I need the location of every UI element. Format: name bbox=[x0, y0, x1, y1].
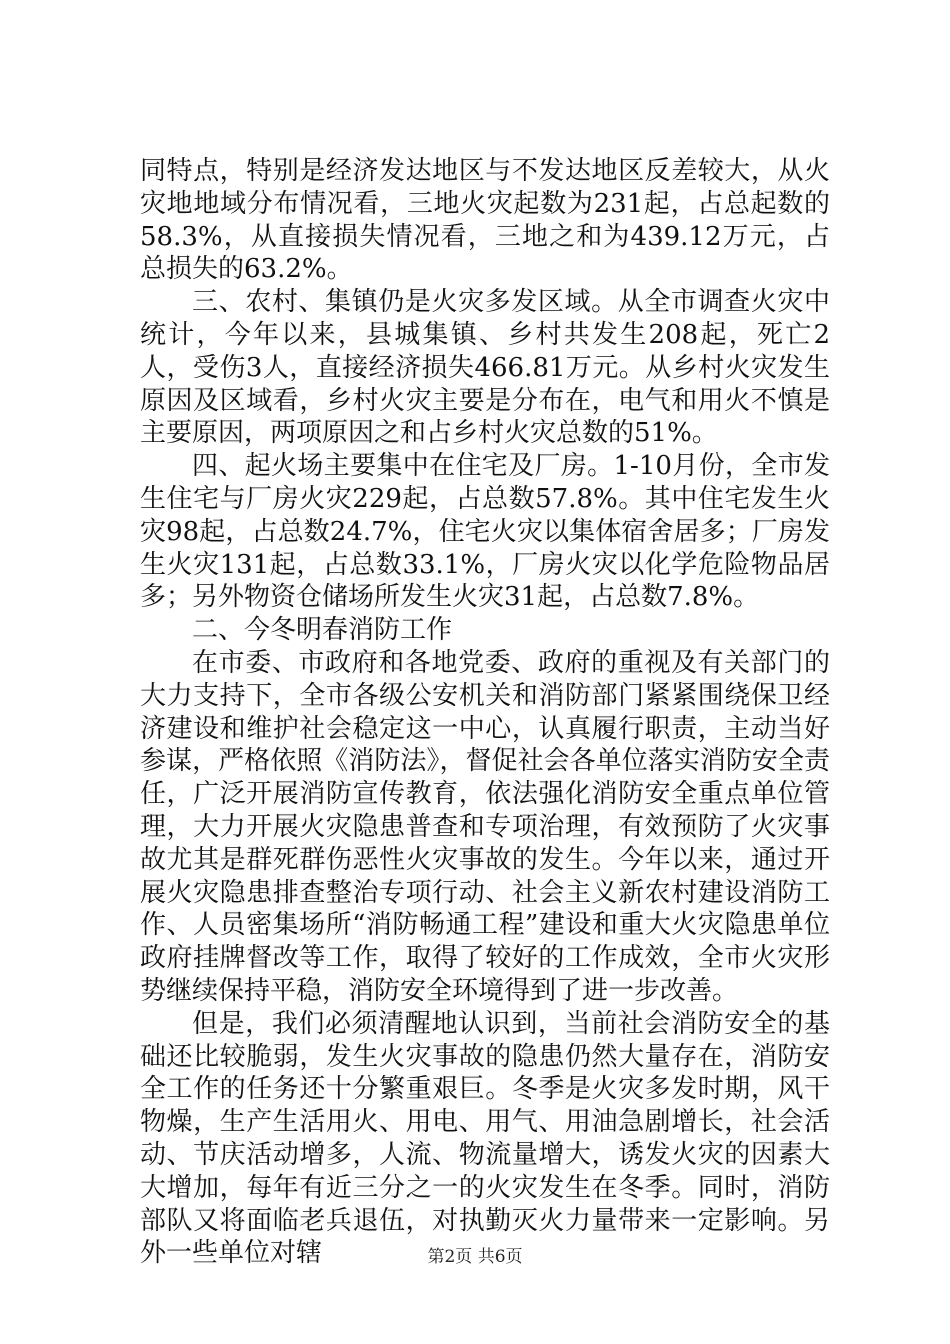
paragraph-1: 同特点，特别是经济发达地区与不发达地区反差较大，从火灾地地域分布情况看，三地火灾起数为231起，占总起数的58.3%，从直接损失情况看，三地之和为439.12万元，占总损失的63.2%。 bbox=[140, 156, 830, 285]
paragraph-2: 三、农村、集镇仍是火灾多发区域。从全市调查火灾中统计，今年以来，县城集镇、乡村共发生208起，死亡2人，受伤3人，直接经济损失466.81万元。从乡村火灾发生原因及区域看，乡村火灾主要是分布在，电气和用火不慎是主要原因，两项原因之和占乡村火灾总数的51%。 bbox=[140, 287, 830, 449]
document-body bbox=[140, 155, 830, 1270]
paragraph-4: 在市委、市政府和各地党委、政府的重视及有关部门的大力支持下，全市各级公安机关和消防部门紧紧围绕保卫经济建设和维护社会稳定这一中心，认真履行职责，主动当好参谋，严格依照《消防法》，督促社会各单位落实消防安全责任，广泛开展消防宣传教育，依法强化消防安全重点单位管理，大力开展火灾隐患普查和专项治理，有效预防了火灾事故尤其是群死群伤恶性火灾事故的发生。今年以来，通过开展火灾隐患排查整治专项行动、社会主义新农村建设消防工作、人员密集场所“消防畅通工程”建设和重大火灾隐患单位政府挂牌督改等工作，取得了较好的工作成效，全市火灾形势继续保持平稳，消防安全环境得到了进一步改善。 bbox=[140, 647, 830, 1006]
paragraph-5: 但是，我们必须清醒地认识到，当前社会消防安全的基础还比较脆弱，发生火灾事故的隐患仍然大量存在，消防安全工作的任务还十分繁重艰巨。冬季是火灾多发时期，风干物燥，生产生活用火、用电、用气、用油急剧增长，社会活动、节庆活动增多，人流、物流量增大，诱发火灾的因素大大增加，每年有近三分之一的火灾发生在冬季。同时，消防部队又将面临老兵退伍，对执勤灭火力量带来一定影响。另外一些单位对辖 bbox=[140, 1008, 830, 1269]
page-number-footer: 第2页 共6页 bbox=[427, 1247, 523, 1267]
section-heading: 二、今冬明春消防工作 bbox=[192, 615, 453, 646]
paragraph-3: 四、起火场主要集中在住宅及厂房。1-10月份，全市发生住宅与厂房火灾229起，占总数57.8%。其中住宅发生火灾98起，占总数24.7%，住宅火灾以集体宿舍居多；厂房发生火灾131起，占总数33.1%，厂房火灾以化学危险物品居多；另外物资仓储场所发生火灾31起，占总数7.8%。 bbox=[140, 451, 830, 613]
